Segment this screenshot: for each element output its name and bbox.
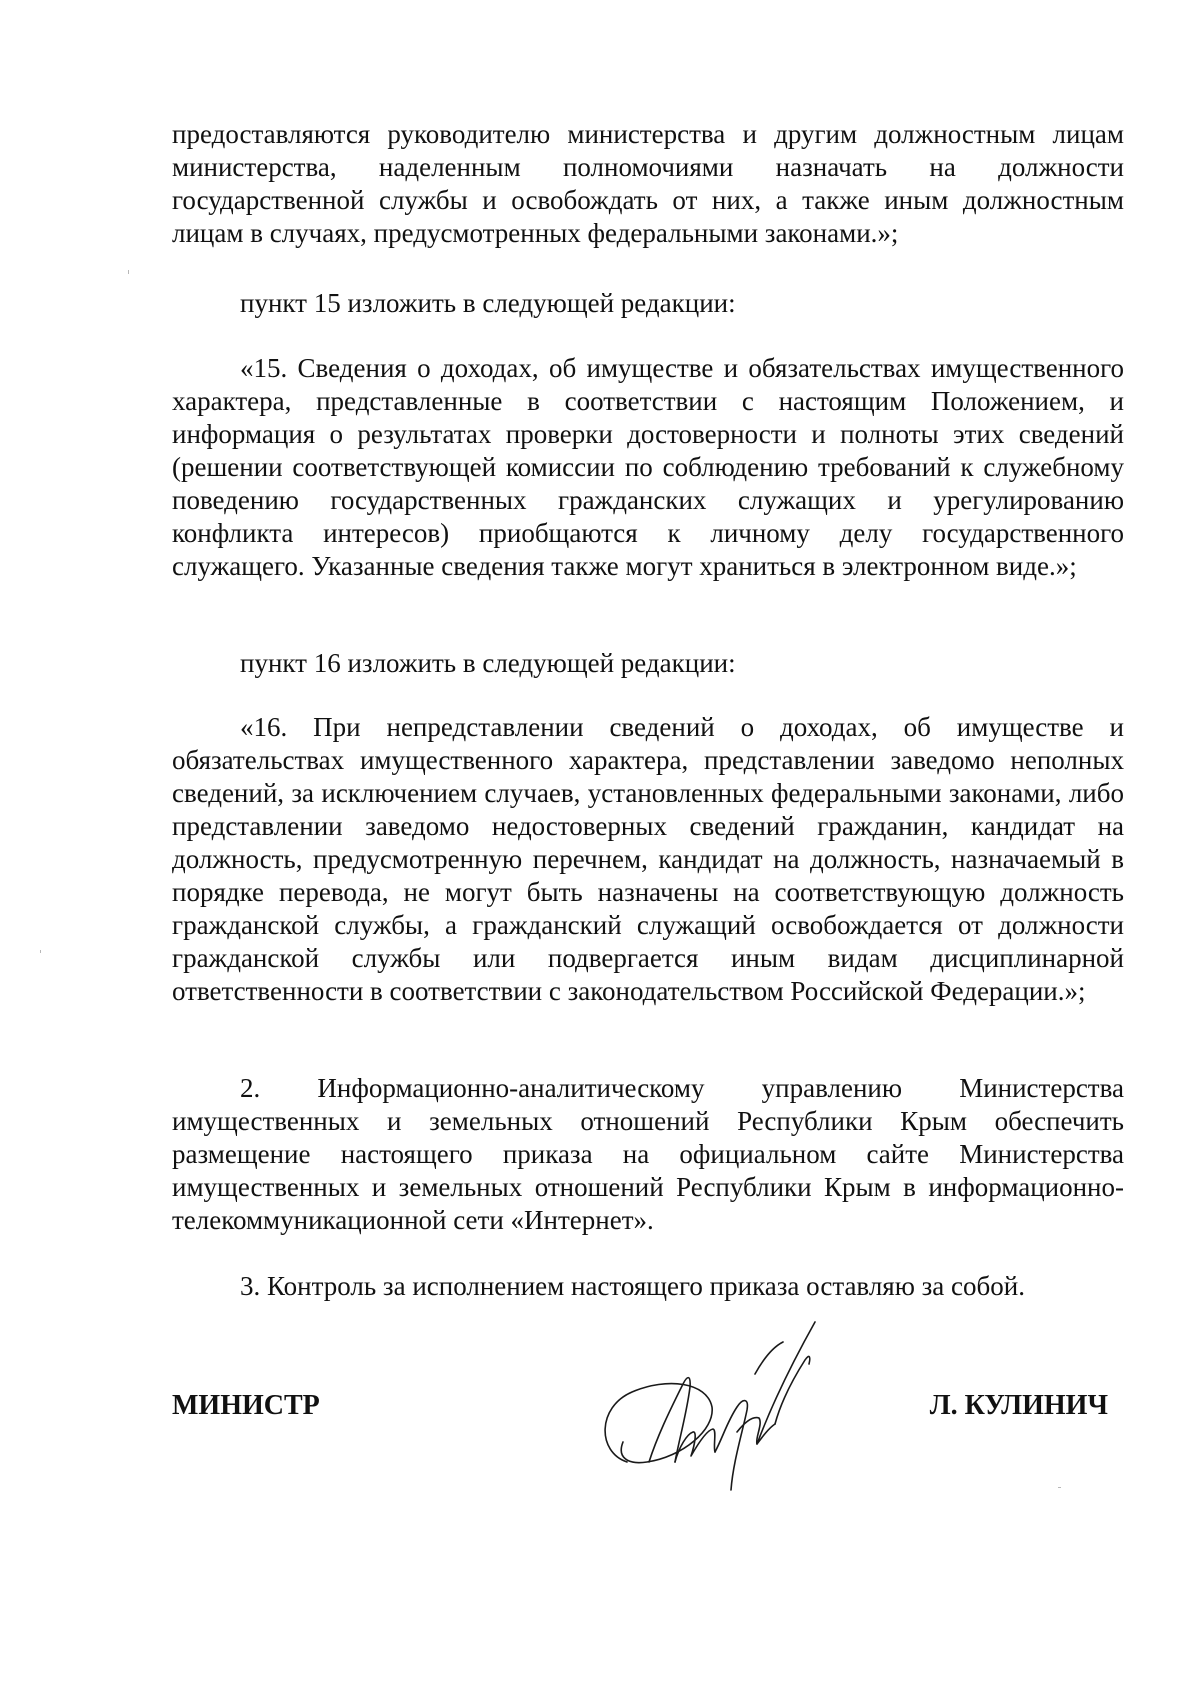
scan-speck <box>128 270 129 274</box>
paragraph-clause-2: 2. Информационно-аналитическому управлению Министерства имущественных и земельных отношений Республики Крым обеспечить размещение настоящего приказа на официальном сайте Министерства имущественных и земельных отношений Республики Крым в информационно-телекоммуникационной сети «Интернет». <box>172 1073 1124 1235</box>
paragraph-clause-3: 3. Контроль за исполнением настоящего приказа оставляю за собой. <box>240 1271 1025 1301</box>
paragraph-item16-intro: пункт 16 изложить в следующей редакции: <box>240 648 736 678</box>
handwritten-signature <box>587 1312 827 1502</box>
signatory-name: Л. КУЛИНИЧ <box>929 1390 1108 1421</box>
paragraph-item16-text: «16. При непредставлении сведений о доходах, об имуществе и обязательствах имущественного характера, представлении заведомо неполных сведений, за исключением случаев, установленных федеральными законами, либо представлении заведомо недостоверных сведений гражданин, кандидат на должность, предусмотренную перечнем, кандидат на должность, назначаемый в порядке перевода, не могут быть назначены на соответствующую должность гражданской службы, а гражданский служащий освобождается от должности гражданской службы или подвергается иным видам дисциплинарной ответственности в соответствии с законодательством Российской Федерации.»; <box>172 712 1124 1006</box>
signature-block <box>172 1390 1124 1540</box>
paragraph-continued: предоставляются руководителю министерства и другим должностным лицам министерства, наделенным полномочиями назначать на должности государственной службы и освобождать от них, а также иным должностным лицам в случаях, предусмотренных федеральными законами.»; <box>172 119 1124 248</box>
paragraph-item15-intro: пункт 15 изложить в следующей редакции: <box>240 288 736 318</box>
signatory-role: МИНИСТР <box>172 1390 320 1421</box>
scan-speck <box>40 950 41 953</box>
scan-speck <box>1058 1487 1061 1488</box>
paragraph-item15-text: «15. Сведения о доходах, об имуществе и обязательствах имущественного характера, представленные в соответствии с настоящим Положением, и информация о результатах проверки достоверности и полноты этих сведений (решении соответствующей комиссии по соблюдению требований к служебному поведению государственных гражданских служащих и урегулированию конфликта интересов) приобщаются к личному делу государственного служащего. Указанные сведения также могут храниться в электронном виде.»; <box>172 353 1124 581</box>
